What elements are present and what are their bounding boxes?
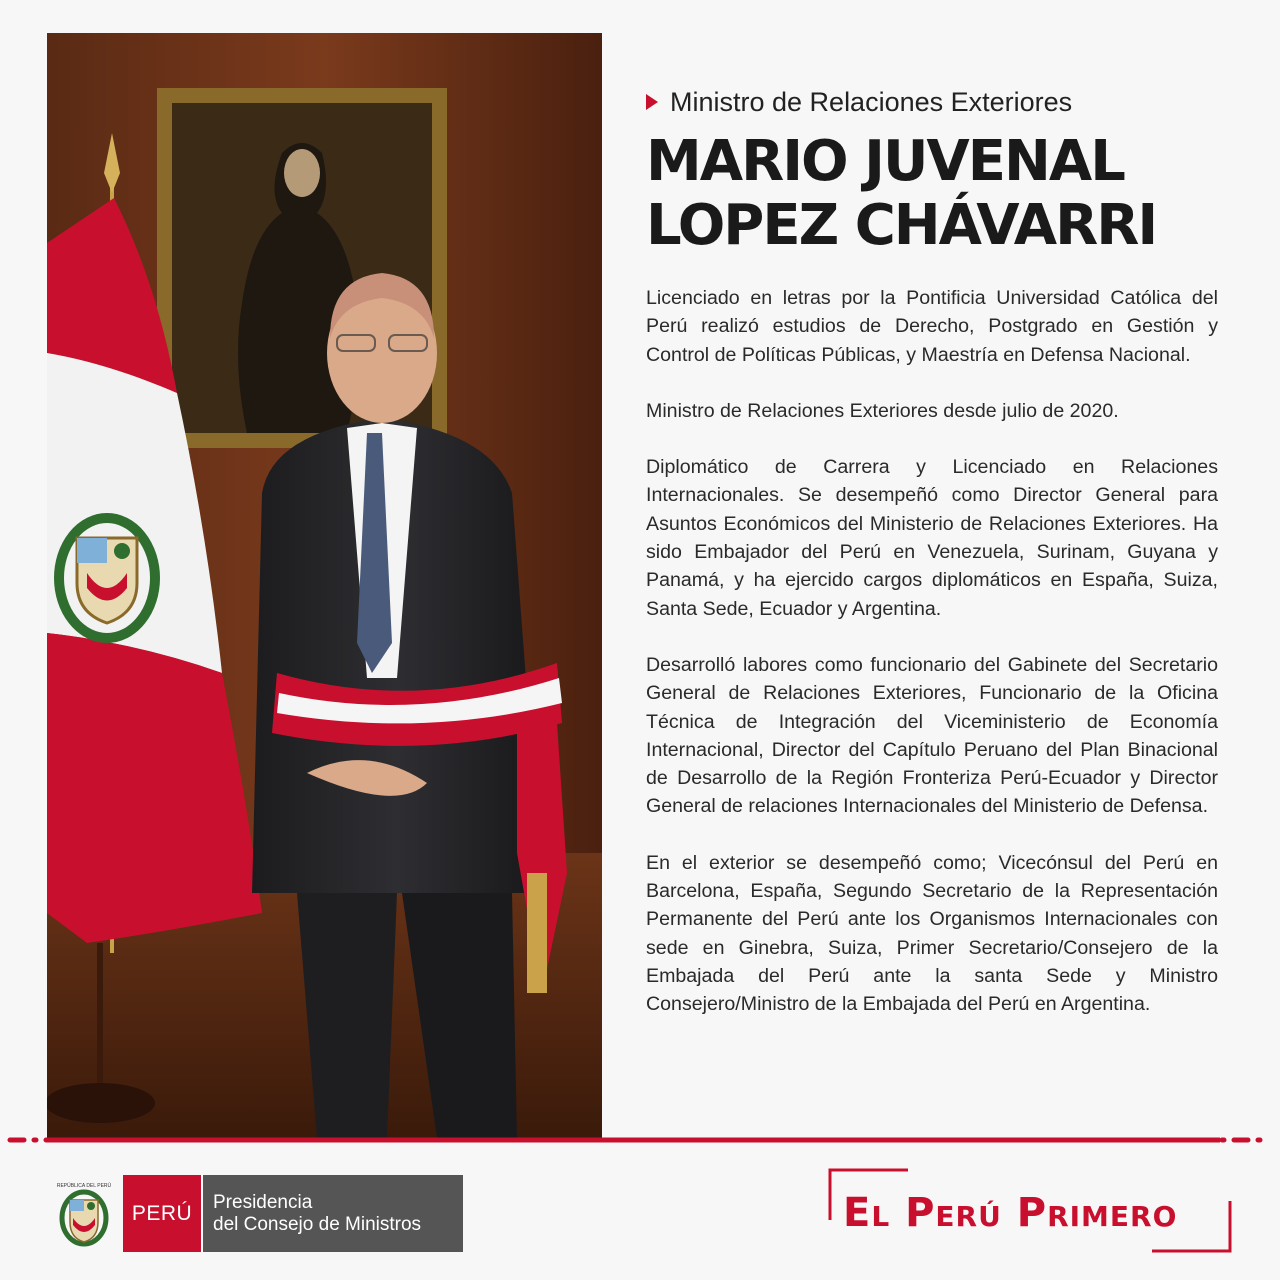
bio-paragraph-career: Diplomático de Carrera y Licenciado en Relaciones Internacionales. Se desempeñó como Director General para Asuntos Económicos del Ministerio de Relaciones Exteriores. Ha sido Embajador del Perú en Venezuela, Surinam, Guyana y Panamá, y ha ejercido cargos diplomáticos en España, Suiza, Santa Sede, Ecuador y Argentina. bbox=[646, 456, 1218, 620]
minister-name bbox=[646, 130, 1218, 258]
peru-label-box bbox=[123, 1175, 201, 1252]
minister-portrait-photo bbox=[47, 33, 602, 1138]
institution-name-box bbox=[201, 1175, 463, 1252]
institution-line-2: del Consejo de Ministros bbox=[213, 1213, 422, 1235]
institution-line-1: Presidencia bbox=[213, 1191, 313, 1213]
slogan-logo bbox=[828, 1168, 1232, 1253]
name-line-2: LOPEZ CHÁVARRI bbox=[646, 193, 1157, 258]
bio-paragraph-appointment: Ministro de Relaciones Exteriores desde julio de 2020. bbox=[646, 399, 1119, 422]
bio-paragraph-education: Licenciado en letras por la Pontificia Universidad Católica del Perú realizó estudios de Derecho, Postgrado en Gestión y Control de Políticas Públicas, y Maestría en Defensa Nacional. bbox=[646, 287, 1218, 366]
portrait-illustration bbox=[47, 33, 602, 1138]
shield-caption: REPÚBLICA DEL PERÚ bbox=[56, 1182, 112, 1189]
dashed-divider bbox=[0, 1130, 1280, 1150]
peru-label: PERÚ bbox=[131, 1201, 193, 1225]
name-line-1: MARIO JUVENAL bbox=[646, 129, 1124, 194]
biography-column bbox=[646, 84, 1218, 1019]
bio-paragraph-abroad: En el exterior se desempeñó como; Vicecónsul del Perú en Barcelona, España, Segundo Secretario de la Representación Permanente del Perú ante los Organismos Internacionales con sede en Ginebra, Suiza, Primer Secretario/Consejero de la Embajada del Perú ante la santa Sede y Ministro Consejero/Ministro de la Embajada del Perú en Argentina. bbox=[646, 851, 1218, 1016]
role-heading bbox=[646, 84, 1218, 120]
bio-paragraph-roles: Desarrolló labores como funcionario del Gabinete del Secretario General de Relaciones Exteriores, Funcionario de la Oficina Técnica de Integración del Viceministerio de Economía Internacional, Director del Capítulo Peruano del Plan Binacional de Desarrollo de la Región Fronteriza Perú-Ecuador y Director General de relaciones Internacionales del Ministerio de Defensa. bbox=[646, 653, 1218, 818]
peru-shield-icon bbox=[55, 1178, 113, 1250]
slogan-text: El Perú Primero bbox=[843, 1190, 1178, 1236]
pcm-logo bbox=[55, 1175, 463, 1252]
role-title: Ministro de Relaciones Exteriores bbox=[670, 86, 1073, 117]
play-arrow-icon bbox=[646, 94, 658, 110]
